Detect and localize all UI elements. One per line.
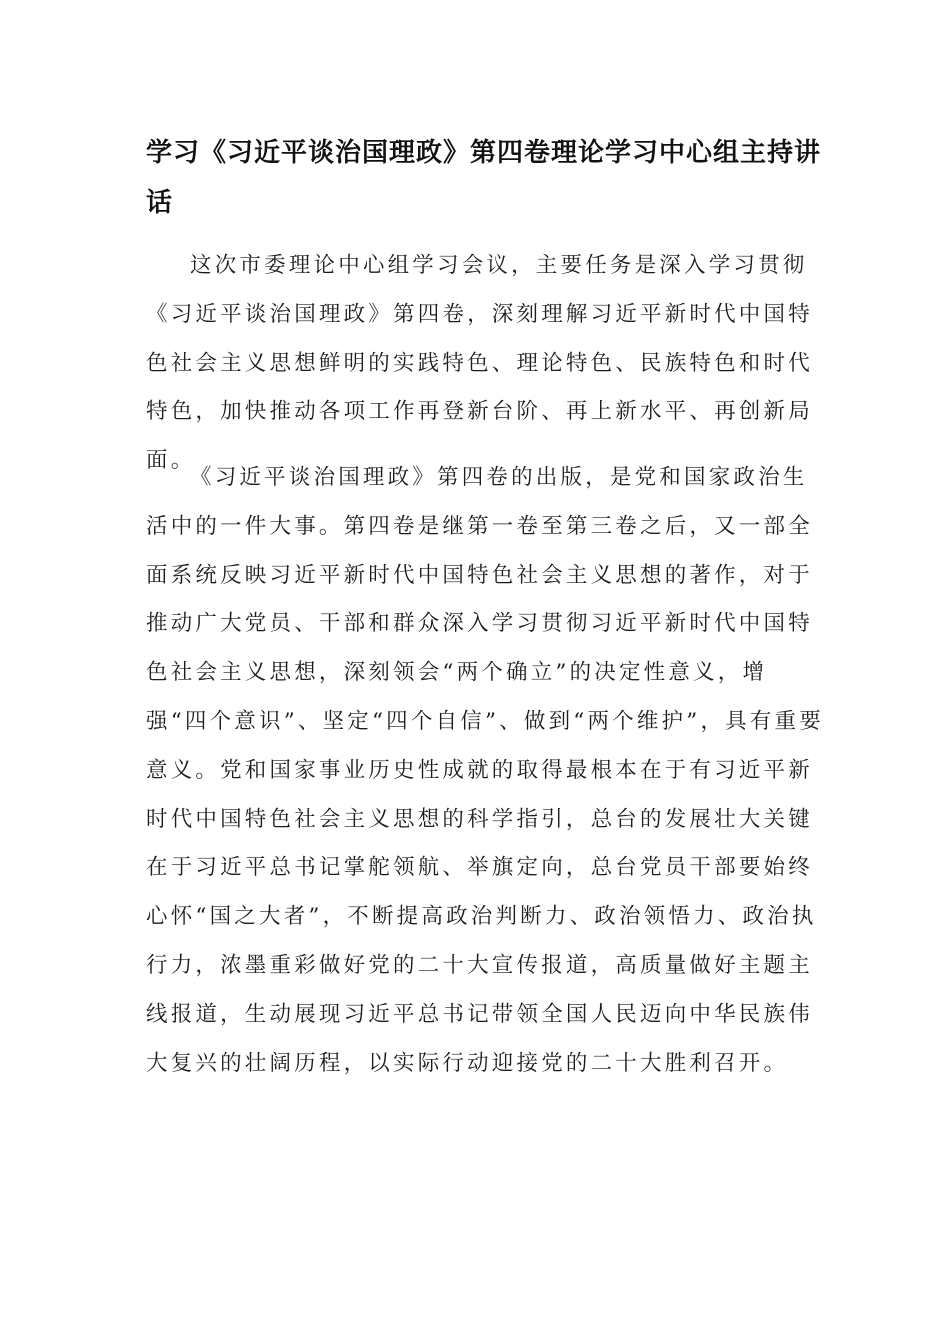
paragraph-2: 《习近平谈治国理政》第四卷的出版，是党和国家政治生活中的一件大事。第四卷是继第一卷至第三卷之后，又一部全面系统反映习近平新时代中国特色社会主义思想的著作，对于推动广大党员、干部和群众深入学习贯彻习近平新时代中国特色社会主义思想，深刻领会“两个确立”的决定性意义，增强“四个意识”、坚定“四个自信”、做到“两个维护”，具有重要意义。党和国家事业历史性成就的取得最根本在于有习近平新时代中国特色社会主义思想的科学指引，总台的发展壮大关键在于习近平总书记掌舵领航、举旗定向，总台党员干部要始终心怀“国之大者”，不断提高政治判断力、政治领悟力、政治执行力，浓墨重彩做好党的二十大宣传报道，高质量做好主题主线报道，生动展现习近平总书记带领全国人民迈向中华民族伟大复兴的壮阔历程，以实际行动迎接党的二十大胜利召开。 (146, 465, 824, 1076)
paragraph-1: 这次市委理论中心组学习会议，主要任务是深入学习贯彻《习近平谈治国理政》第四卷，深刻理解习近平新时代中国特色社会主义思想鲜明的实践特色、理论特色、民族特色和时代特色，加快推动各项工作再登新台阶、再上新水平、再创新局面。 (146, 253, 813, 474)
document-title: 学习《习近平谈治国理政》第四卷理论学习中心组主持讲话 (146, 138, 822, 218)
